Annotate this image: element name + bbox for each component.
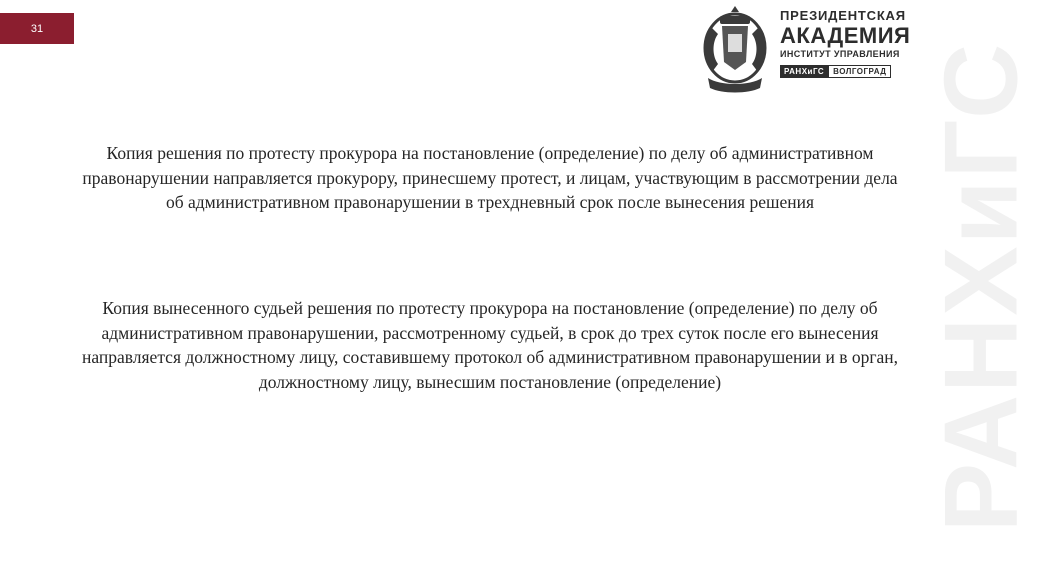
logo-tags	[780, 65, 920, 78]
logo-tag-ranepa: РАНХиГС	[780, 65, 828, 78]
slide-number-badge	[0, 13, 74, 44]
paragraph-1: Копия решения по протесту прокурора на постановление (определение) по делу об административном правонарушении направляется прокурору, принесшему протест, и лицам, участвующим в рассмотрении дела об административном правонарушении в трехдневный срок после вынесения решения	[82, 143, 898, 212]
logo-line-3: ИНСТИТУТ УПРАВЛЕНИЯ	[780, 49, 900, 59]
logo-wordmark	[780, 8, 920, 78]
logo-tag-city: ВОЛГОГРАД	[828, 65, 891, 78]
logo-line-1: ПРЕЗИДЕНТСКАЯ	[780, 8, 906, 23]
academy-logo	[698, 0, 928, 96]
slide-number: 31	[30, 22, 44, 35]
watermark	[923, 0, 1040, 574]
logo-line-2: АКАДЕМИЯ	[780, 23, 911, 48]
watermark-text: РАНХиГС	[923, 41, 1040, 533]
paragraph-2: Копия вынесенного судьей решения по протесту прокурора на постановление (определение) по делу об административном правонарушении, рассмотренному судьей, в срок до трех суток после его вынесения направляется должностному лицу, составившему протокол об административном правонарушении и в орган, должностному лицу, вынесшим постановление (определение)	[81, 298, 899, 392]
academy-emblem-icon	[698, 4, 772, 96]
